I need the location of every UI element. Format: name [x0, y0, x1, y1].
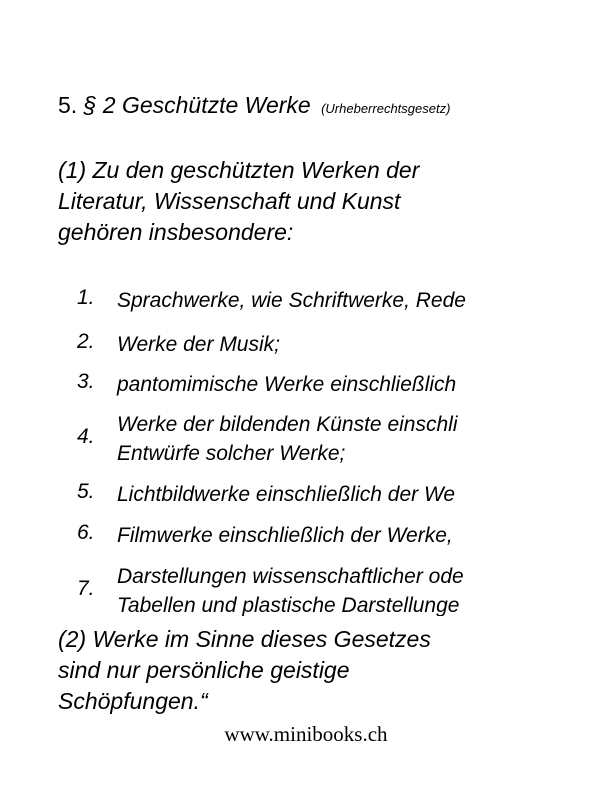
- list-item-text: Lichtbildwerke einschließlich der We: [117, 483, 456, 506]
- list-item-number: 7.: [77, 577, 95, 600]
- list-item-text: Filmwerke einschließlich der Werke,: [117, 524, 453, 547]
- paragraph-1-line: (1) Zu den geschützten Werken der: [58, 157, 420, 183]
- list-item-text: Werke der Musik;: [117, 333, 280, 356]
- section-heading: [58, 92, 598, 119]
- paragraph-2-line: sind nur persönliche geistige: [58, 657, 350, 683]
- list-item: [0, 521, 556, 561]
- section-title: § 2 Geschützte Werke: [83, 92, 311, 118]
- section-number: 5.: [58, 92, 78, 118]
- list-item-number: 4.: [77, 425, 95, 448]
- paragraph-1-line: gehören insbesondere:: [58, 219, 294, 245]
- list-item-text: Werke der bildenden Künste einschli: [117, 413, 458, 436]
- list-item-text: Darstellungen wissenschaftlicher ode: [117, 565, 464, 588]
- list-item-text: Sprachwerke, wie Schriftwerke, Rede: [117, 289, 466, 312]
- paragraph-2-line: Schöpfungen.“: [58, 688, 208, 714]
- list-item-number: 5.: [77, 480, 95, 503]
- list-item: [0, 330, 556, 370]
- list-item: [0, 562, 556, 616]
- list-item: [0, 480, 556, 520]
- list-item-number: 6.: [77, 521, 95, 544]
- list-item-text: Entwürfe solcher Werke;: [117, 442, 346, 465]
- paragraph-1: [58, 155, 578, 248]
- list-item-number: 3.: [77, 370, 95, 393]
- section-subtitle: (Urheberrechtsgesetz): [321, 101, 451, 116]
- footer-url: www.minibooks.ch: [224, 722, 388, 746]
- list-item: [0, 370, 556, 410]
- works-list: [0, 286, 556, 616]
- list-item: [0, 286, 556, 326]
- list-item-number: 2.: [77, 330, 95, 353]
- paragraph-2: [58, 624, 578, 717]
- list-item: [0, 410, 556, 468]
- paragraph-1-line: Literatur, Wissenschaft und Kunst: [58, 188, 401, 214]
- list-item-text: Tabellen und plastische Darstellunge: [117, 594, 460, 616]
- paragraph-2-line: (2) Werke im Sinne dieses Gesetzes: [58, 626, 431, 652]
- list-item-number: 1.: [77, 286, 95, 309]
- list-item-text: pantomimische Werke einschließlich: [117, 373, 457, 396]
